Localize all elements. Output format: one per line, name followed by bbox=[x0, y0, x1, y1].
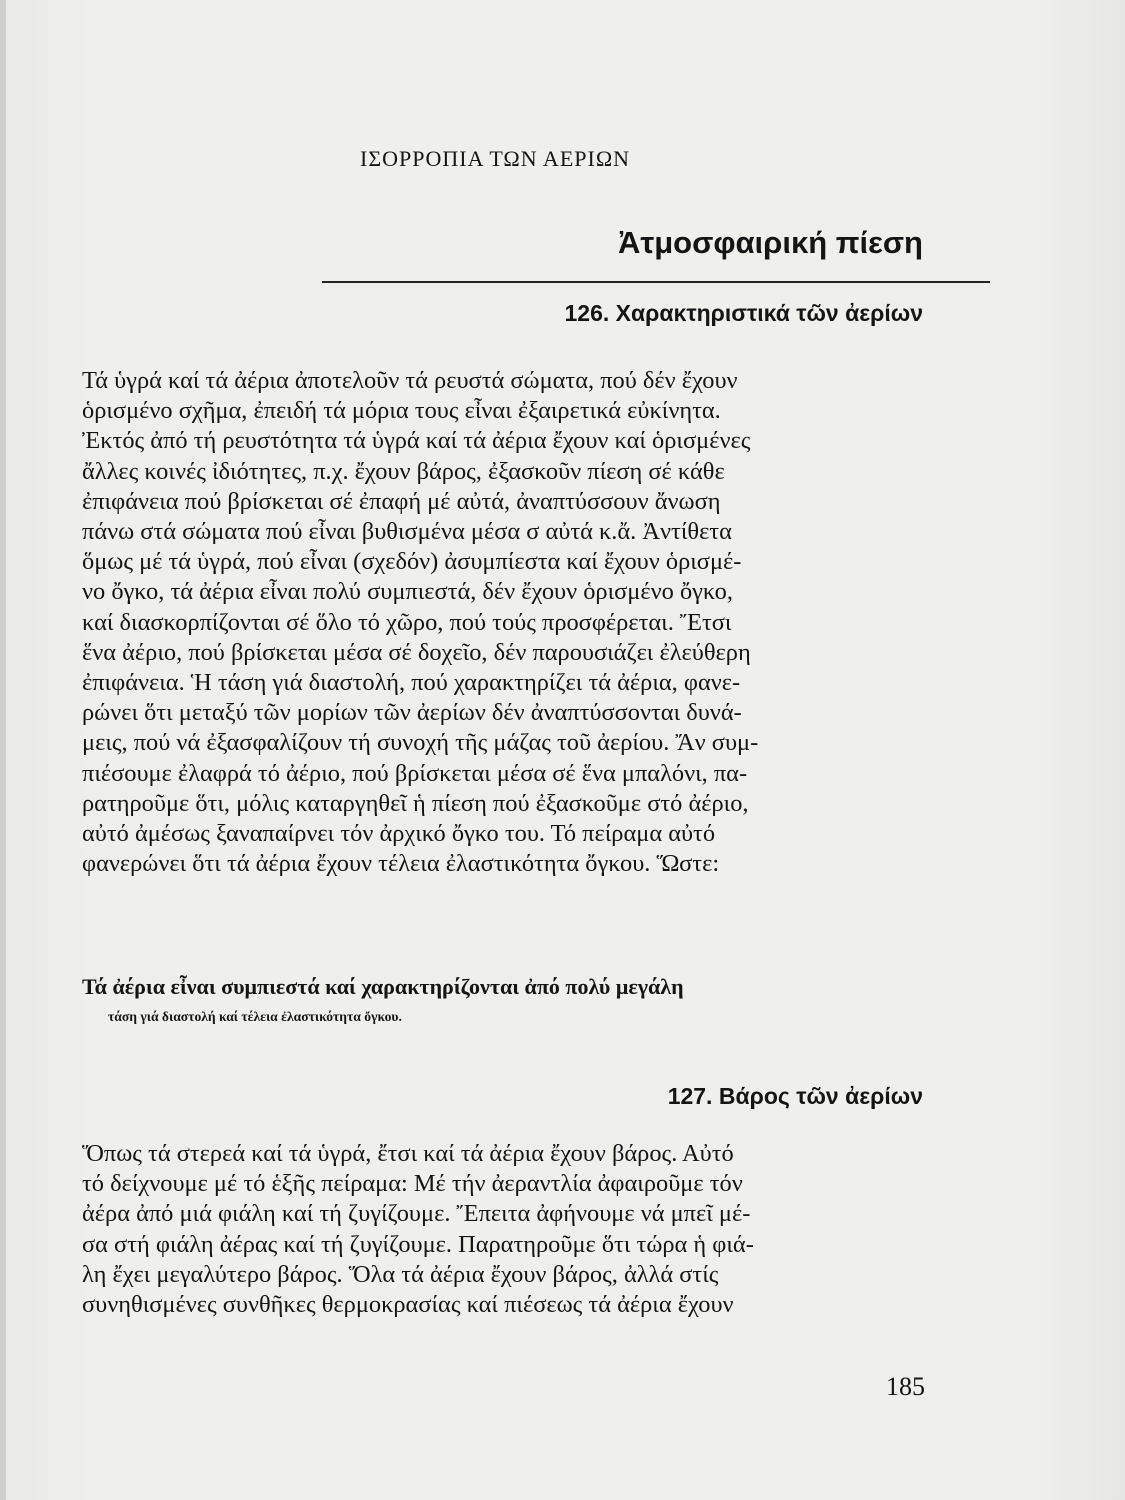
text-line: πάνω στά σώματα πού εἶναι βυθισμένα μέσα σ αὐτά κ.ἄ. Ἀντίθετα bbox=[82, 518, 732, 546]
text-line: νο ὄγκο, τά ἀέρια εἶναι πολύ συμπιεστά, δέν ἔχουν ὁρισμένο ὄγκο, bbox=[82, 578, 733, 606]
text-line: ἄλλες κοινές ἰδιότητες, π.χ. ἔχουν βάρος, ἐξασκοῦν πίεση σέ κάθε bbox=[82, 457, 725, 485]
text-line: ἕνα ἀέριο, πού βρίσκεται μέσα σέ δοχεῖο, δέν παρουσιάζει ἐλεύθερη bbox=[82, 638, 751, 666]
section-127-heading: 127. Βάρος τῶν ἀερίων bbox=[667, 1083, 923, 1109]
section-127-paragraph bbox=[82, 1139, 926, 1320]
text-line: ρώνει ὅτι μεταξύ τῶν μορίων τῶν ἀερίων δέν ἀναπτύσσονται δυνά- bbox=[82, 699, 742, 727]
running-head: ΙΣΟΡΡΟΠΙΑ ΤΩΝ ΑΕΡΙΩΝ bbox=[360, 146, 631, 171]
text-line: πιέσουμε ἐλαφρά τό ἀέριο, πού βρίσκεται μέσα σέ ἕνα μπαλόνι, πα- bbox=[82, 759, 748, 787]
title-rule bbox=[322, 281, 990, 283]
text-line: Ἐκτός ἀπό τή ρευστότητα τά ὑγρά καί τά ἀέρια ἔχουν καί ὁρισμένες bbox=[82, 427, 751, 455]
text-line: αὐτό ἀμέσως ξαναπαίρνει τόν ἀρχικό ὄγκο του. Τό πείραμα αὐτό bbox=[82, 820, 716, 848]
section-126-summary bbox=[82, 972, 926, 1032]
text-line: ἐπιφάνεια πού βρίσκεται σέ ἐπαφή μέ αὐτά, ἀναπτύσσουν ἄνωση bbox=[82, 487, 721, 515]
text-line: ρατηροῦμε ὅτι, μόλις καταργηθεῖ ἡ πίεση πού ἐξασκοῦμε στό ἀέριο, bbox=[82, 789, 749, 817]
text-line: ὅμως μέ τά ὑγρά, πού εἶναι (σχεδόν) ἀσυμπίεστα καί ἔχουν ὁρισμέ- bbox=[82, 548, 742, 576]
summary-line: Τά ἀέρια εἶναι συμπιεστά καί χαρακτηρίζονται ἀπό πολύ μεγάλη bbox=[82, 974, 684, 999]
text-line: μεις, πού νά ἐξασφαλίζουν τή συνοχή τῆς μάζας τοῦ ἀερίου. Ἄν συμ- bbox=[82, 729, 759, 757]
text-line: τό δείχνουμε μέ τό ἑξῆς πείραμα: Μέ τήν ἀεραντλία ἀφαιροῦμε τόν bbox=[82, 1170, 743, 1198]
text-line: λη ἔχει μεγαλύτερο βάρος. Ὅλα τά ἀέρια ἔχουν βάρος, ἀλλά στίς bbox=[82, 1260, 719, 1288]
text-line: Ὅπως τά στερεά καί τά ὑγρά, ἔτσι καί τά ἀέρια ἔχουν βάρος. Αὐτό bbox=[82, 1140, 734, 1167]
text-line: σα στή φιάλη ἀέρας καί τή ζυγίζουμε. Παρατηροῦμε ὅτι τώρα ἡ φιά- bbox=[82, 1230, 754, 1258]
text-line: φανερώνει ὅτι τά ἀέρια ἔχουν τέλεια ἐλαστικότητα ὄγκου. Ὥστε: bbox=[82, 850, 720, 878]
text-line: συνηθισμένες συνθῆκες θερμοκρασίας καί πιέσεως τά ἀέρια ἔχουν bbox=[82, 1291, 734, 1319]
summary-line: τάση γιά διαστολή καί τέλεια ἐλαστικότητα ὄγκου. bbox=[108, 1009, 402, 1024]
text-line: ἐπιφάνεια. Ἡ τάση γιά διαστολή, πού χαρακτηρίζει τά ἀέρια, φανε- bbox=[82, 669, 741, 697]
chapter-title: Ἀτμοσφαιρική πίεση bbox=[617, 225, 923, 260]
text-line: ὁρισμένο σχῆμα, ἐπειδή τά μόρια τους εἶναι ἐξαιρετικά εὐκίνητα. bbox=[82, 397, 721, 425]
section-126-heading: 126. Χαρακτηριστικά τῶν ἀερίων bbox=[564, 300, 923, 326]
text-line: ἀέρα ἀπό μιά φιάλη καί τή ζυγίζουμε. Ἔπειτα ἀφήνουμε νά μπεῖ μέ- bbox=[82, 1200, 751, 1228]
page-gutter-edge bbox=[0, 0, 6, 1500]
section-126-paragraph bbox=[82, 366, 926, 879]
page-number: 185 bbox=[886, 1372, 925, 1401]
text-line: Τά ὑγρά καί τά ἀέρια ἀποτελοῦν τά ρευστά σώματα, πού δέν ἔχουν bbox=[82, 367, 738, 394]
text-line: καί διασκορπίζονται σέ ὅλο τό χῶρο, πού τούς προσφέρεται. Ἔτσι bbox=[82, 608, 732, 636]
